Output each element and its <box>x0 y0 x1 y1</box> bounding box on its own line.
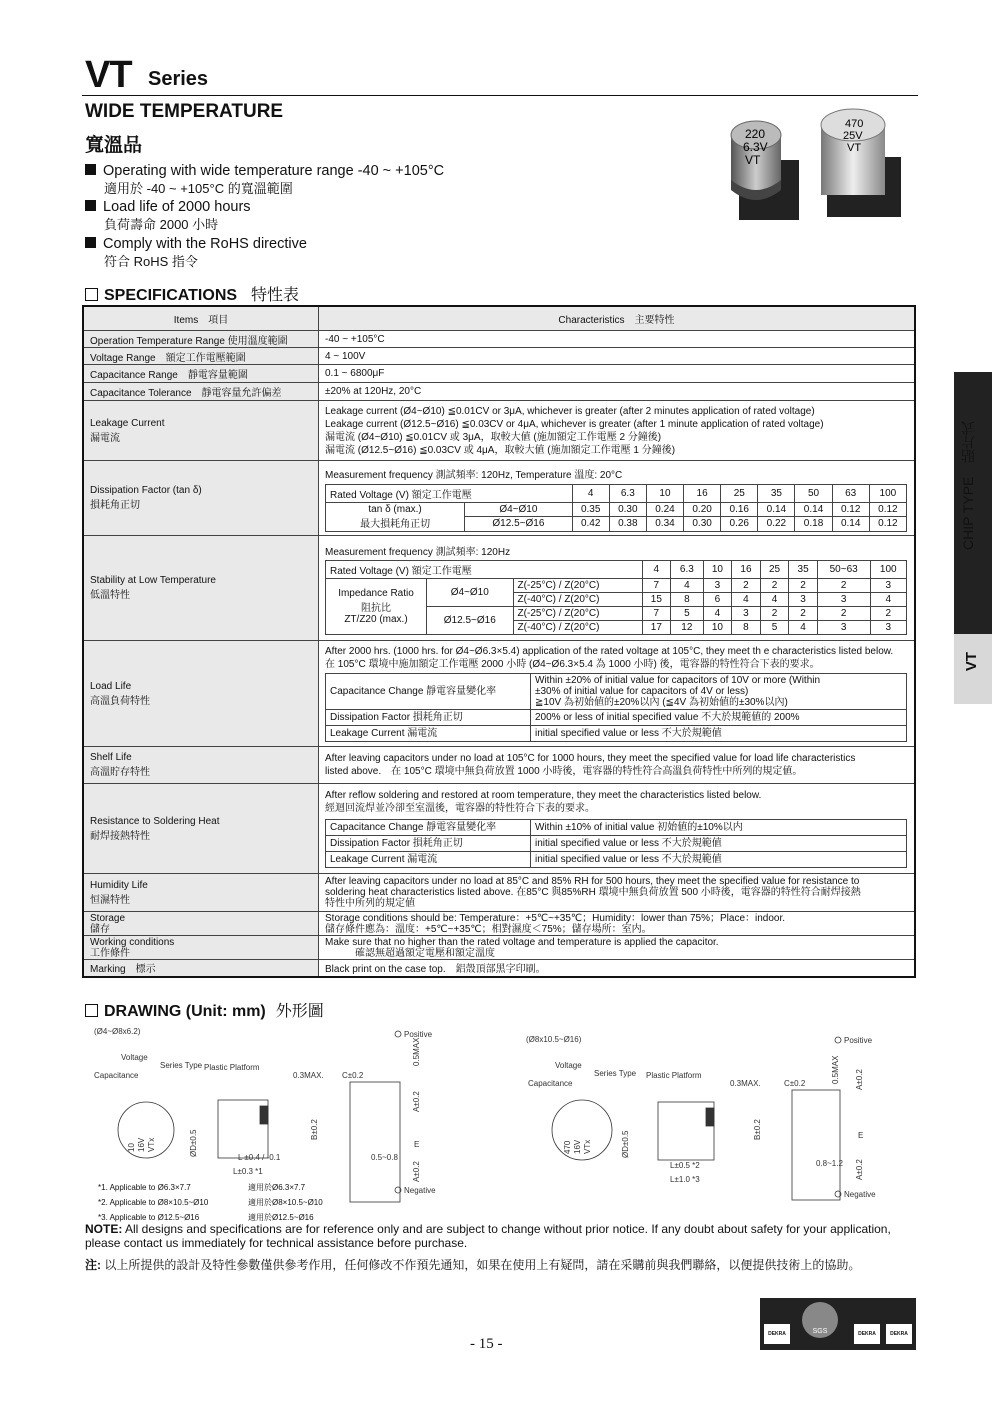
feature-item: Load life of 2000 hours 負荷壽命 2000 小時 <box>85 199 251 233</box>
svg-text:E: E <box>414 1140 420 1149</box>
bullet-icon <box>85 164 96 175</box>
svg-text:L±0.3 *1: L±0.3 *1 <box>233 1167 263 1176</box>
table-header <box>83 306 915 331</box>
table-row: Stability at Low Temperature 低溫特性 Measurement frequency 測試頻率: 120Hz Rated Voltage (V) 額定工作電壓 4 6.3 10 16 25 35 50~63 100 Impedance Ratio 阻抗比 ZT/Z20 (max.) Ø4~Ø10 Z(-25°C) / Z(20°C) 7 4 3 2 2 2 2 3 Z(-40°C) / Z(20°C) 15 8 6 4 4 3 3 4 Ø12.5~Ø16 Z(-25°C) / Z(20°C) 7 5 4 3 2 2 2 2 Z(-40°C) / Z(20°C) 17 12 10 8 5 4 3 3 <box>83 536 915 641</box>
table-row: Shelf Life 高溫貯存特性 After leaving capacitors under no load at 105°C for 1000 hours, they meet the specified value for load life characteristics listed above. 在 105°C 環境中無負荷放置 1000 小時後，電容器的特性符合高溫負荷特性中所列的規定値。 <box>83 747 915 784</box>
table-row: Storage 儲存 Storage conditions should be: Temperature：+5℃~+35℃；Humidity：lower than 75%；Place：indoor. 儲存條件應為：溫度：+5℃~+35℃；相對濕度＜75%；儲存場所：室内。 <box>83 912 915 936</box>
svg-text:C±0.2: C±0.2 <box>342 1071 364 1080</box>
subtitle-zh: 寬溫品 <box>85 135 143 156</box>
subtitle-en: WIDE TEMPERATURE <box>85 101 284 122</box>
capacitor-photo <box>725 105 915 225</box>
svg-text:C±0.2: C±0.2 <box>784 1079 806 1088</box>
svg-text:A±0.2: A±0.2 <box>412 1161 421 1182</box>
checkbox-icon <box>85 1004 98 1017</box>
dekra-logo: DEKRA <box>886 1324 912 1344</box>
dekra-logo: DEKRA <box>764 1324 790 1344</box>
table-row: Resistance to Soldering Heat 耐焊接熱特性 After reflow soldering and restored at room temperature, they meet the characteristics listed below. 經迴回流焊並冷卻至室溫後，電容器的特性符合下表的要求。 Capacitance Change 靜電容量變化率 Within ±10% of initial value 初始値的±10%以内 Dissipation Factor 損耗角正切 initial specified value or less 不大於規範値 Leakage Current 漏電流 initial specified value or less 不大於規範値 <box>83 784 915 874</box>
svg-text:Negative: Negative <box>404 1186 436 1195</box>
table-row: Dissipation Factor (tan δ) 損耗角正切 Measurement frequency 測試頻率: 120Hz, Temperature 溫度: 20°C Rated Voltage (V) 額定工作電壓 4 6.3 10 16 25 35 50 63 100 tan δ (max.) 最大損耗角正切 Ø4~Ø10 0.35 0.30 0.24 0.20 0.16 0.14 0.14 0.12 0.12 Ø12.5~Ø16 0.42 0.38 0.34 0.30 0.26 0.22 0.18 0.14 0.12 <box>83 461 915 536</box>
specifications-heading: SPECIFICATIONS 特性表 <box>85 282 299 305</box>
table-row: Humidity Life 恒濕特性 After leaving capacitors under no load at 85°C and 85% RH for 500 hours, they meet the specified value for resistance to soldering heat characteristics listed above. 在85°C 與85%RH 環境中無負荷放置 500 小時後，電容器的特性符合耐焊接熱 特性中所列的規定値 <box>83 874 915 912</box>
svg-text:L±1.0 *3: L±1.0 *3 <box>670 1175 700 1184</box>
svg-text:ØD±0.5: ØD±0.5 <box>189 1129 198 1157</box>
dissipation-subtable: Rated Voltage (V) 額定工作電壓 4 6.3 10 16 25 35 50 63 100 tan δ (max.) 最大損耗角正切 Ø4~Ø10 0.35 0.30 0.24 0.20 0.16 0.14 0.14 0.12 0.12 Ø12.5~Ø16 0.42 0.38 0.34 0.30 0.26 0.22 0.18 0.14 0.12 <box>325 484 907 532</box>
dekra-logo: DEKRA <box>854 1324 880 1344</box>
table-row: Working conditions 工作條件 Make sure that no higher than the rated voltage and temperature is applied the capacitor. 確認無超過額定電壓和額定溫度 <box>83 936 915 960</box>
svg-text:0.8~1.2: 0.8~1.2 <box>816 1159 843 1168</box>
side-tab-series: VT <box>954 634 992 704</box>
low-temp-subtable: Rated Voltage (V) 額定工作電壓 4 6.3 10 16 25 35 50~63 100 Impedance Ratio 阻抗比 ZT/Z20 (max.) Ø4~Ø10 Z(-25°C) / Z(20°C) 7 4 3 2 2 2 2 3 Z(-40°C) / Z(20°C) 15 8 6 4 4 3 3 4 Ø12.5~Ø16 Z(-25°C) / Z(20°C) 7 5 4 3 2 2 2 2 Z(-40°C) / Z(20°C) 17 12 10 8 5 4 3 3 <box>325 560 907 635</box>
svg-text:Positive: Positive <box>404 1030 433 1039</box>
note-zh: 注: 以上所提供的設計及特性參數僅供參考作用，任何修改不作預先通知，如果在使用上有疑問，請在采購前與我們聯絡，以便提供技術上的協助。 <box>85 1258 861 1272</box>
svg-text:Positive: Positive <box>844 1036 873 1045</box>
svg-text:VTx: VTx <box>583 1139 592 1154</box>
series-word: Series <box>148 68 209 90</box>
cap1-value: 220 <box>745 127 766 141</box>
load-life-subtable: Capacitance Change 靜電容量變化率 Within ±20% of initial value for capacitors of 10V or more (Within ±30% of initial value for capacitors of 4V or less) ≧10V 為初始値的±20%以內 (≦4V 為初始値的±30%以內) Dissipation Factor 損耗角正切 200% or less of initial specified value 不大於規範値的 200% Leakage Current 漏電流 initial specified value or less 不大於規範値 <box>325 673 907 742</box>
series-code: VT <box>85 54 132 96</box>
svg-text:ØD±0.5: ØD±0.5 <box>621 1130 630 1158</box>
footprint-view <box>350 1082 400 1202</box>
cap1-voltage: 6.3V <box>743 140 768 154</box>
svg-text:0.3MAX.: 0.3MAX. <box>293 1071 324 1080</box>
cap2-value: 470 <box>845 118 864 130</box>
svg-text:Voltage: Voltage <box>121 1053 148 1062</box>
svg-text:Series Type: Series Type <box>594 1069 637 1078</box>
specifications-table <box>82 305 916 978</box>
drawing-right-range: (Ø8x10.5~Ø16) <box>526 1035 582 1044</box>
table-row: Marking 標示 Black print on the case top. 鋁殼頂部黑字印刷。 <box>83 960 915 977</box>
svg-text:Series Type: Series Type <box>160 1061 203 1070</box>
table-row: Voltage Range 額定工作電壓範圍 4 ~ 100V <box>83 348 915 365</box>
svg-text:A±0.2: A±0.2 <box>855 1069 864 1090</box>
certification-logos <box>760 1298 916 1350</box>
svg-text:Capacitance: Capacitance <box>528 1079 573 1088</box>
svg-text:Negative: Negative <box>844 1190 876 1199</box>
svg-text:0.3MAX.: 0.3MAX. <box>730 1079 761 1088</box>
cap1-series: VT <box>745 153 761 167</box>
sgs-logo: SGS <box>802 1302 838 1338</box>
table-row: Capacitance Tolerance 靜電容量允許偏差 ±20% at 120Hz, 20°C <box>83 383 915 401</box>
footnotes: *1. Applicable to Ø6.3×7.7 適用於Ø6.3×7.7 *2. Applicable to Ø8×10.5~Ø10 適用於Ø8×10.5~Ø10 *3. Applicable to Ø12.5~Ø16 適用於Ø12.5~Ø16 <box>98 1183 323 1222</box>
page-number: - 15 - <box>470 1336 503 1352</box>
svg-text:L ±0.4 / -0.1: L ±0.4 / -0.1 <box>238 1153 281 1162</box>
drawing-left-range: (Ø4~Ø8x6.2) <box>94 1027 141 1036</box>
side-tab-label: CHIP TYPE 貼片式 <box>960 420 976 550</box>
svg-text:0.5MAX: 0.5MAX <box>831 1055 840 1084</box>
svg-text:470: 470 <box>563 1140 572 1154</box>
svg-text:E: E <box>858 1131 864 1140</box>
svg-text:0.5~0.8: 0.5~0.8 <box>371 1153 398 1162</box>
svg-text:Plastic Platform: Plastic Platform <box>646 1071 702 1080</box>
table-row: Load Life 高溫負荷特性 After 2000 hrs. (1000 hrs. for Ø4~Ø6.3×5.4) application of the rated voltage at 105°C, they meet th e characteristics listed below. 在 105°C 環境中施加額定工作電壓 2000 小時 (Ø4~Ø6.3×5.4 為 1000 小時) 後，電容器的特性符合下表的要求。 Capacitance Change 靜電容量變化率 Within ±20% of initial value for capacitors of 10V or more (Within ±30% of initial value for capacitors of 4V or less) ≧10V 為初始値的±20%以內 (≦4V 為初始値的±30%以內) Dissipation Factor 損耗角正切 200% or less of initial specified value 不大於規範値的 200% Leakage Current 漏電流 initial specified value or less 不大於規範値 <box>83 641 915 747</box>
svg-text:16V: 16V <box>573 1139 582 1154</box>
svg-text:0.5MAX: 0.5MAX <box>412 1037 421 1066</box>
svg-text:L±0.5 *2: L±0.5 *2 <box>670 1161 700 1170</box>
cap2-series: VT <box>847 142 862 154</box>
svg-text:Capacitance: Capacitance <box>94 1071 139 1080</box>
drawing-right <box>520 1030 900 1210</box>
svg-text:B±0.2: B±0.2 <box>310 1119 319 1140</box>
bullet-icon <box>85 237 96 248</box>
svg-text:B±0.2: B±0.2 <box>753 1119 762 1140</box>
svg-text:Voltage: Voltage <box>555 1061 582 1070</box>
svg-text:A±0.2: A±0.2 <box>412 1091 421 1112</box>
note-en: NOTE: All designs and specifications are for reference only and are subject to change without prior notice. If any doubt about safety for your application, please contact us immediately for technical assistance before purchase. <box>85 1222 891 1250</box>
svg-text:A±0.2: A±0.2 <box>855 1159 864 1180</box>
svg-text:10: 10 <box>127 1143 136 1152</box>
feature-item: Comply with the RoHS directive 符合 RoHS 指令 <box>85 236 307 270</box>
svg-text:16V: 16V <box>137 1137 146 1152</box>
drawing-heading: DRAWING (Unit: mm) 外形圖 <box>85 998 324 1021</box>
bullet-icon <box>85 200 96 211</box>
svg-text:VTx: VTx <box>147 1137 156 1152</box>
col-characteristics: Characteristics 主要特性 <box>319 306 916 331</box>
checkbox-icon <box>85 288 98 301</box>
cap2-voltage: 25V <box>843 130 863 142</box>
title-rule <box>82 95 918 96</box>
table-row: Leakage Current 漏電流 Leakage current (Ø4~Ø10) ≦0.01CV or 3μA, whichever is greater (after 2 minutes application of rated voltage) Leakage current (Ø12.5~Ø16) ≦0.03CV or 4μA, whichever is greater (after 1 minute application of rated voltage) 漏電流 (Ø4~Ø10) ≦0.01CV 或 3μA，取較大値 (施加額定工作電壓 2 分鐘後) 漏電流 (Ø12.5~Ø16) ≦0.03CV 或 4μA，取較大値 (施加額定工作電壓 1 分鐘後) <box>83 401 915 461</box>
col-items: Items 項目 <box>83 306 319 331</box>
table-row: Capacitance Range 靜電容量範圍 0.1 ~ 6800μF <box>83 365 915 383</box>
feature-item: Operating with wide temperature range -40 ~ +105°C 適用於 -40 ~ +105°C 的寬溫範圍 <box>85 163 444 197</box>
soldering-subtable: Capacitance Change 靜電容量變化率 Within ±10% of initial value 初始値的±10%以内 Dissipation Factor 損耗角正切 initial specified value or less 不大於規範値 Leakage Current 漏電流 initial specified value or less 不大於規範値 <box>325 819 907 868</box>
table-row: Operation Temperature Range 使用溫度範圍 -40 ~ +105°C <box>83 331 915 348</box>
svg-text:Plastic Platform: Plastic Platform <box>204 1063 260 1072</box>
